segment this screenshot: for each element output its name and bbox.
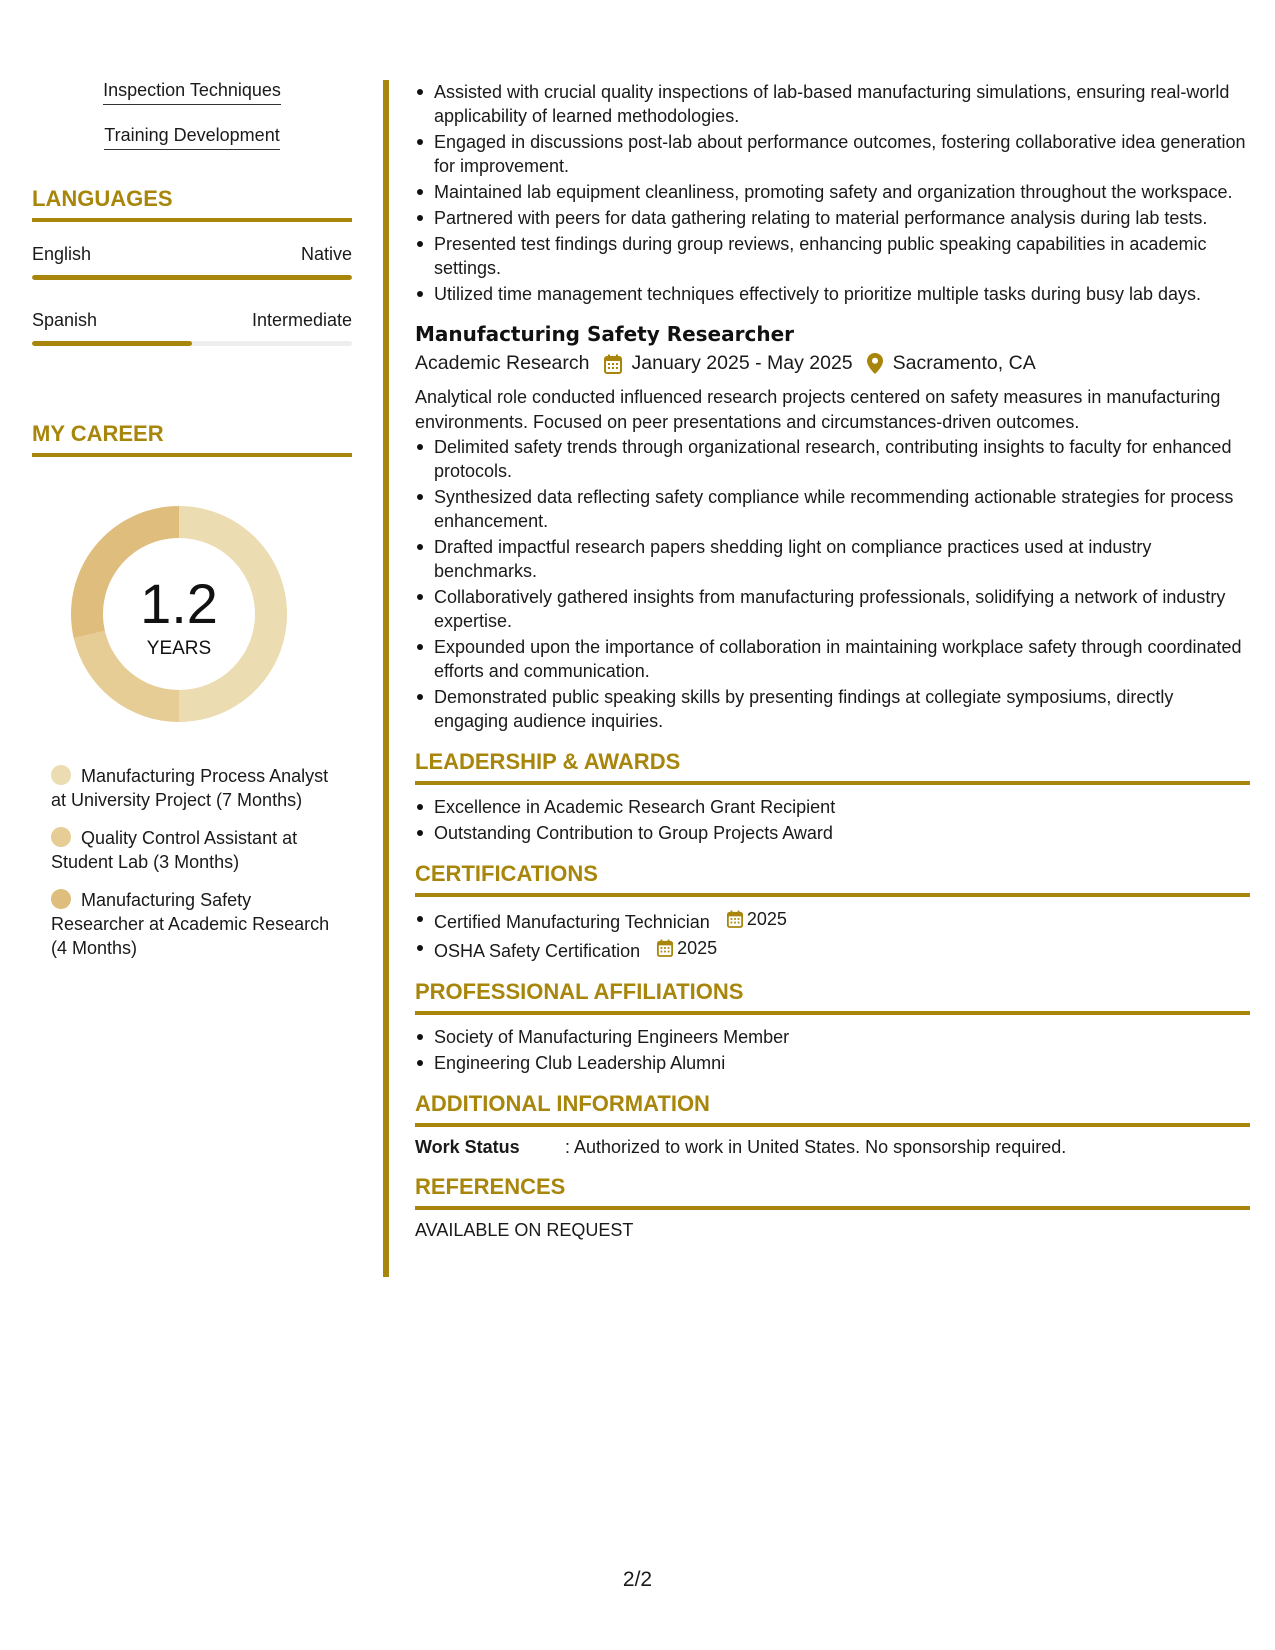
list-item: Expounded upon the importance of collaboration in maintaining workplace safety through coordinated efforts and communication.: [415, 635, 1250, 683]
career-item-text: Quality Control Assistant at Student Lab (3 Months): [51, 828, 298, 872]
job-description: Analytical role conducted influenced research projects centered on safety measures in manufacturing environments. Focused on peer presentations and circumstances-driven outcomes.: [415, 387, 1221, 432]
career-item: [51, 764, 331, 812]
work-status-label: Work Status: [415, 1137, 520, 1157]
leadership-heading: LEADERSHIP & AWARDS: [415, 749, 1250, 785]
language-item: [32, 310, 352, 346]
list-item: [415, 936, 1250, 963]
certification-year: 2025: [746, 909, 787, 929]
list-item: Assisted with crucial quality inspections of lab-based manufacturing simulations, ensuring real-world applicability of learned methodologies.: [415, 80, 1250, 128]
certification-year: 2025: [677, 938, 718, 958]
career-unit: YEARS: [146, 638, 212, 659]
job-company: Academic Research: [415, 352, 590, 374]
experience-bullets: [415, 80, 1250, 306]
skill-tag: [32, 80, 352, 105]
language-bar-fill: [32, 341, 192, 346]
career-total: 1.2: [140, 572, 218, 635]
calendar-icon: [657, 939, 673, 957]
list-item: Outstanding Contribution to Group Projects Award: [415, 821, 1250, 845]
leadership-list: [415, 795, 1250, 845]
main-content: [415, 80, 1250, 1241]
list-item: [415, 907, 1250, 934]
job-location: Sacramento, CA: [892, 352, 1036, 374]
skill-label: Inspection Techniques: [103, 80, 281, 105]
certifications-list: [415, 907, 1250, 963]
work-status-value: : Authorized to work in United States. No sponsorship required.: [565, 1137, 1067, 1157]
page-number: 2/2: [622, 1568, 653, 1591]
list-item: Presented test findings during group reviews, enhancing public speaking capabilities in academic settings.: [415, 232, 1250, 280]
legend-dot: [51, 765, 71, 785]
list-item: Drafted impactful research papers shedding light on compliance practices used at industry benchmarks.: [415, 535, 1250, 583]
references-heading: REFERENCES: [415, 1174, 1250, 1210]
list-item: Society of Manufacturing Engineers Member: [415, 1025, 1250, 1049]
list-item: Delimited safety trends through organizational research, contributing insights to faculty for enhanced protocols.: [415, 435, 1250, 483]
career-item-text: Manufacturing Process Analyst at University Project (7 Months): [51, 766, 329, 810]
language-name: English: [32, 244, 92, 264]
language-level: Intermediate: [251, 310, 352, 330]
affiliations-heading: PROFESSIONAL AFFILIATIONS: [415, 979, 1250, 1015]
affiliations-list: [415, 1025, 1250, 1075]
map-pin-icon: [867, 353, 883, 374]
list-item: Demonstrated public speaking skills by presenting findings at collegiate symposiums, directly engaging audience inquiries.: [415, 685, 1250, 733]
list-item: Excellence in Academic Research Grant Recipient: [415, 795, 1250, 819]
list-item: Engaged in discussions post-lab about performance outcomes, fostering collaborative idea generation for improvement.: [415, 130, 1250, 178]
legend-dot: [51, 827, 71, 847]
column-divider: [383, 80, 389, 1277]
job-bullets: [415, 435, 1250, 733]
sidebar: [32, 80, 352, 974]
language-bar: [32, 275, 352, 280]
language-level: Native: [300, 244, 352, 264]
career-legend: [51, 764, 331, 960]
career-donut-chart: [67, 502, 291, 726]
job-meta: [415, 352, 1250, 375]
certification-name: OSHA Safety Certification: [434, 941, 641, 961]
languages-heading: LANGUAGES: [32, 186, 352, 222]
job-title: Manufacturing Safety Researcher: [415, 322, 795, 346]
legend-dot: [51, 889, 71, 909]
list-item: Maintained lab equipment cleanliness, promoting safety and organization throughout the workspace.: [415, 180, 1250, 204]
work-status-row: [415, 1137, 1250, 1158]
language-name: Spanish: [32, 310, 98, 330]
career-item-text: Manufacturing Safety Researcher at Academic Research (4 Months): [51, 890, 330, 958]
additional-info-heading: ADDITIONAL INFORMATION: [415, 1091, 1250, 1127]
career-heading: MY CAREER: [32, 421, 352, 457]
list-item: Utilized time management techniques effectively to prioritize multiple tasks during busy lab days.: [415, 282, 1250, 306]
skill-tag: [32, 125, 352, 150]
references-text: AVAILABLE ON REQUEST: [415, 1220, 634, 1240]
list-item: Engineering Club Leadership Alumni: [415, 1051, 1250, 1075]
list-item: Collaboratively gathered insights from manufacturing professionals, solidifying a network of industry expertise.: [415, 585, 1250, 633]
certifications-heading: CERTIFICATIONS: [415, 861, 1250, 897]
calendar-icon: [604, 354, 622, 374]
language-bar: [32, 341, 352, 346]
certification-name: Certified Manufacturing Technician: [434, 912, 710, 932]
list-item: Synthesized data reflecting safety compliance while recommending actionable strategies for process enhancement.: [415, 485, 1250, 533]
language-item: [32, 244, 352, 280]
skill-label: Training Development: [104, 125, 279, 150]
calendar-icon: [727, 910, 743, 928]
job-dates: January 2025 - May 2025: [631, 352, 853, 374]
list-item: Partnered with peers for data gathering relating to material performance analysis during lab tests.: [415, 206, 1250, 230]
language-bar-fill: [32, 275, 352, 280]
career-item: [51, 888, 331, 960]
career-item: [51, 826, 331, 874]
